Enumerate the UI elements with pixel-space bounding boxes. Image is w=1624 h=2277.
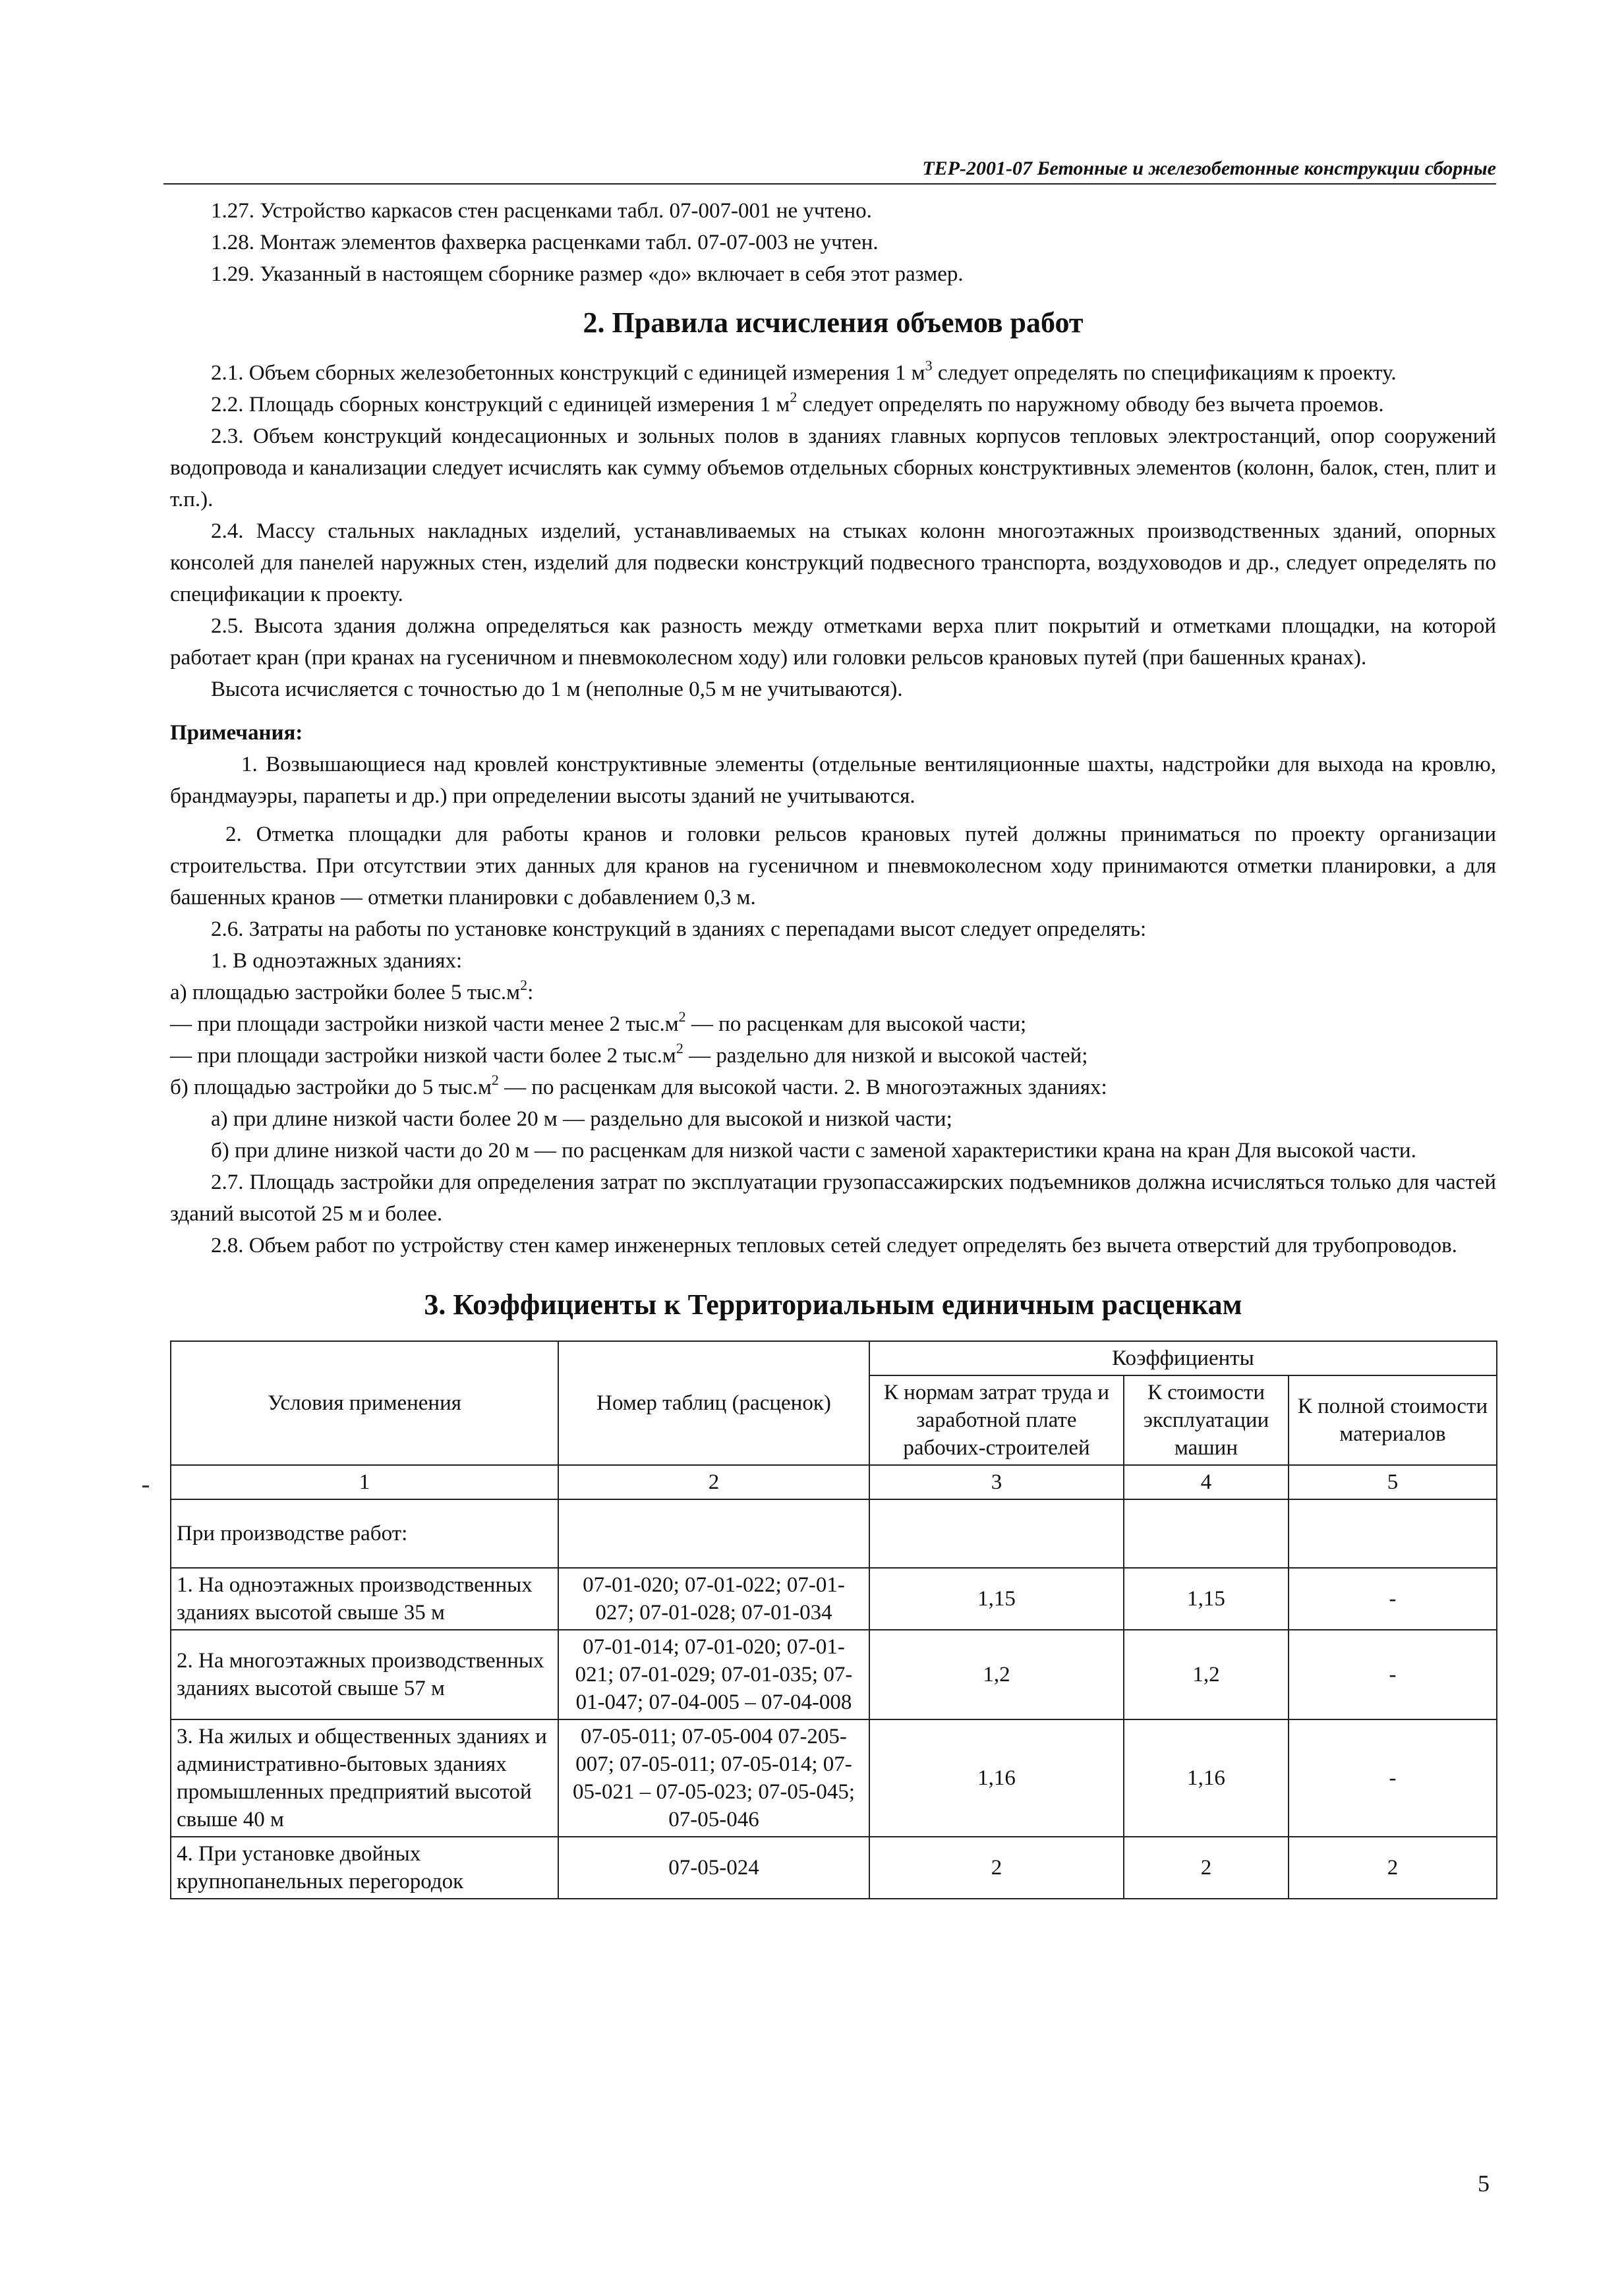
margin-mark xyxy=(142,1485,149,1487)
row-k-labor: 1,15 xyxy=(869,1568,1124,1630)
header-machines: К стоимости эксплуатации машин xyxy=(1124,1375,1289,1465)
column-numbers-row xyxy=(171,1465,1497,1499)
table-row xyxy=(171,1837,1497,1899)
header-conditions: Условия применения xyxy=(171,1341,558,1465)
colnum: 2 xyxy=(558,1465,869,1499)
item-1-28: 1.28. Монтаж элементов фахверка расценками табл. 07-07-003 не учтен. xyxy=(211,231,879,254)
row-table-numbers: 07-05-024 xyxy=(558,1837,869,1899)
running-header: ТЕР-2001-07 Бетонные и железобетонные конструкции сборные xyxy=(163,157,1496,185)
item-1-27: 1.27. Устройство каркасов стен расценками табл. 07-007-001 не учтено. xyxy=(211,199,872,223)
para-2-5: 2.5. Высота здания должна определяться как разность между отметками верха плит покрытий и отметками площадки, на которой работает кран (при кранах на гусеничном и пневмоколесном ходу) или головки рельсов крановых путей (при башенных кранах). xyxy=(170,614,1496,670)
row-k-materials: - xyxy=(1289,1568,1497,1630)
note-2: 2. Отметка площадки для работы кранов и головки рельсов крановых путей должны приниматься по проекту организации строительства. При отсутствии этих данных для кранов на гусеничном и пневмоколесном ходу принимаются отметки планировки, а для башенных кранов — отметки планировки с добавлением 0,3 м. xyxy=(170,822,1496,909)
row-condition: 4. При установке двойных крупнопанельных перегородок xyxy=(171,1837,558,1899)
row-k-materials: - xyxy=(1289,1630,1497,1719)
header-materials: К полной стоимости материалов xyxy=(1289,1375,1497,1465)
para-2-4: 2.4. Массу стальных накладных изделий, устанавливаемых на стыках колонн многоэтажных производственных зданий, опорных консолей для панелей наружных стен, изделий для подвески конструкций подвесного транспорта, воздуховодов и др., следует определять по спецификации к проекту. xyxy=(170,519,1496,606)
para-2-1: 2.1. Объем сборных железобетонных конструкций с единицей измерения 1 $м^3$ следует определять по спецификациям к проекту. xyxy=(211,357,1397,385)
para-2-6-multi-b: б) при длине низкой части до 20 м — по расценкам для низкой части с заменой характеристики крана на кран Для высокой части. xyxy=(211,1139,1416,1163)
notes-title: Примечания: xyxy=(170,721,303,745)
colnum: 3 xyxy=(869,1465,1124,1499)
header-coefficients: Коэффициенты xyxy=(869,1341,1497,1375)
table-row xyxy=(171,1630,1497,1719)
row-table-numbers: 07-01-020; 07-01-022; 07-01-027; 07-01-028; 07-01-034 xyxy=(558,1568,869,1630)
row-k-machines: 1,15 xyxy=(1124,1568,1289,1630)
para-2-8: 2.8. Объем работ по устройству стен камер инженерных тепловых сетей следует определять без вычета отверстий для трубопроводов. xyxy=(211,1234,1457,1257)
para-2-6-a: а) площадью застройки более 5 $тыс.м^2$: xyxy=(170,977,534,1004)
page-content xyxy=(170,195,1496,1899)
para-2-6-dash-2: — при площади застройки низкой части более 2 $тыс.м^2$ — раздельно для низкой и высокой частей; xyxy=(170,1040,1088,1068)
row-k-labor: 1,16 xyxy=(869,1719,1124,1837)
row-k-machines: 1,2 xyxy=(1124,1630,1289,1719)
colnum: 4 xyxy=(1124,1465,1289,1499)
para-2-5-accuracy: Высота исчисляется с точностью до 1 м (неполные 0,5 м не учитываются). xyxy=(211,677,903,701)
table-row xyxy=(171,1719,1497,1837)
row-condition: 3. На жилых и общественных зданиях и административно-бытовых зданиях промышленных предприятий высотой свыше 40 м xyxy=(171,1719,558,1837)
row-table-numbers: 07-05-011; 07-05-004 07-205-007; 07-05-011; 07-05-014; 07-05-021 – 07-05-023; 07-05-045; 07-05-046 xyxy=(558,1719,869,1837)
table-header-row-1 xyxy=(171,1341,1497,1375)
para-2-6-b: б) площадью застройки до 5 $тыс.м^2$ — по расценкам для высокой части. 2. В многоэтажных зданиях: xyxy=(170,1072,1107,1099)
section-row-label: При производстве работ: xyxy=(171,1499,558,1568)
row-k-materials: - xyxy=(1289,1719,1497,1837)
colnum: 1 xyxy=(171,1465,558,1499)
item-1-29: 1.29. Указанный в настоящем сборнике размер «до» включает в себя этот размер. xyxy=(211,262,964,286)
coefficients-table xyxy=(170,1340,1497,1899)
para-2-6-multi-a: а) при длине низкой части более 20 м — раздельно для высокой и низкой части; xyxy=(211,1107,952,1131)
section-2-title: 2. Правила исчисления объемов работ xyxy=(583,306,1084,339)
note-1: 1. Возвышающиеся над кровлей конструктивные элементы (отдельные вентиляционные шахты, надстройки для выхода на кровлю, брандмауэры, парапеты и др.) при определении высоты зданий не учитываются. xyxy=(170,753,1496,808)
para-2-2: 2.2. Площадь сборных конструкций с единицей измерения 1 $м^2$ следует определять по наружному обводу без вычета проемов. xyxy=(211,389,1384,417)
header-labor: К нормам затрат труда и заработной плате рабочих-строителей xyxy=(869,1375,1124,1465)
row-k-machines: 2 xyxy=(1124,1837,1289,1899)
table-section-row xyxy=(171,1499,1497,1568)
row-k-machines: 1,16 xyxy=(1124,1719,1289,1837)
para-2-6: 2.6. Затраты на работы по установке конструкций в зданиях с перепадами высот следует определять: xyxy=(211,917,1147,941)
row-k-labor: 1,2 xyxy=(869,1630,1124,1719)
row-k-materials: 2 xyxy=(1289,1837,1497,1899)
para-2-6-dash-1: — при площади застройки низкой части менее 2 $тыс.м^2$ — по расценкам для высокой части; xyxy=(170,1008,1027,1036)
page-number: 5 xyxy=(1478,2170,1490,2197)
header-table-numbers: Номер таблиц (расценок) xyxy=(558,1341,869,1465)
para-2-7: 2.7. Площадь застройки для определения затрат по эксплуатации грузопассажирских подъемников должна исчисляться только для частей зданий высотой 25 м и более. xyxy=(170,1170,1496,1226)
para-2-6-1: 1. В одноэтажных зданиях: xyxy=(211,949,463,973)
section-3-title: 3. Коэффициенты к Территориальным единичным расценкам xyxy=(424,1288,1242,1321)
colnum: 5 xyxy=(1289,1465,1497,1499)
row-condition: 2. На многоэтажных производственных зданиях высотой свыше 57 м xyxy=(171,1630,558,1719)
row-table-numbers: 07-01-014; 07-01-020; 07-01-021; 07-01-029; 07-01-035; 07-01-047; 07-04-005 – 07-04-008 xyxy=(558,1630,869,1719)
row-condition: 1. На одноэтажных производственных зданиях высотой свыше 35 м xyxy=(171,1568,558,1630)
para-2-3: 2.3. Объем конструкций кондесационных и зольных полов в зданиях главных корпусов тепловых электростанций, опор сооружений водопровода и канализации следует исчислять как сумму объемов отдельных сборных конструктивных элементов (колонн, балок, стен, плит и т.п.). xyxy=(170,424,1496,511)
table-row xyxy=(171,1568,1497,1630)
row-k-labor: 2 xyxy=(869,1837,1124,1899)
